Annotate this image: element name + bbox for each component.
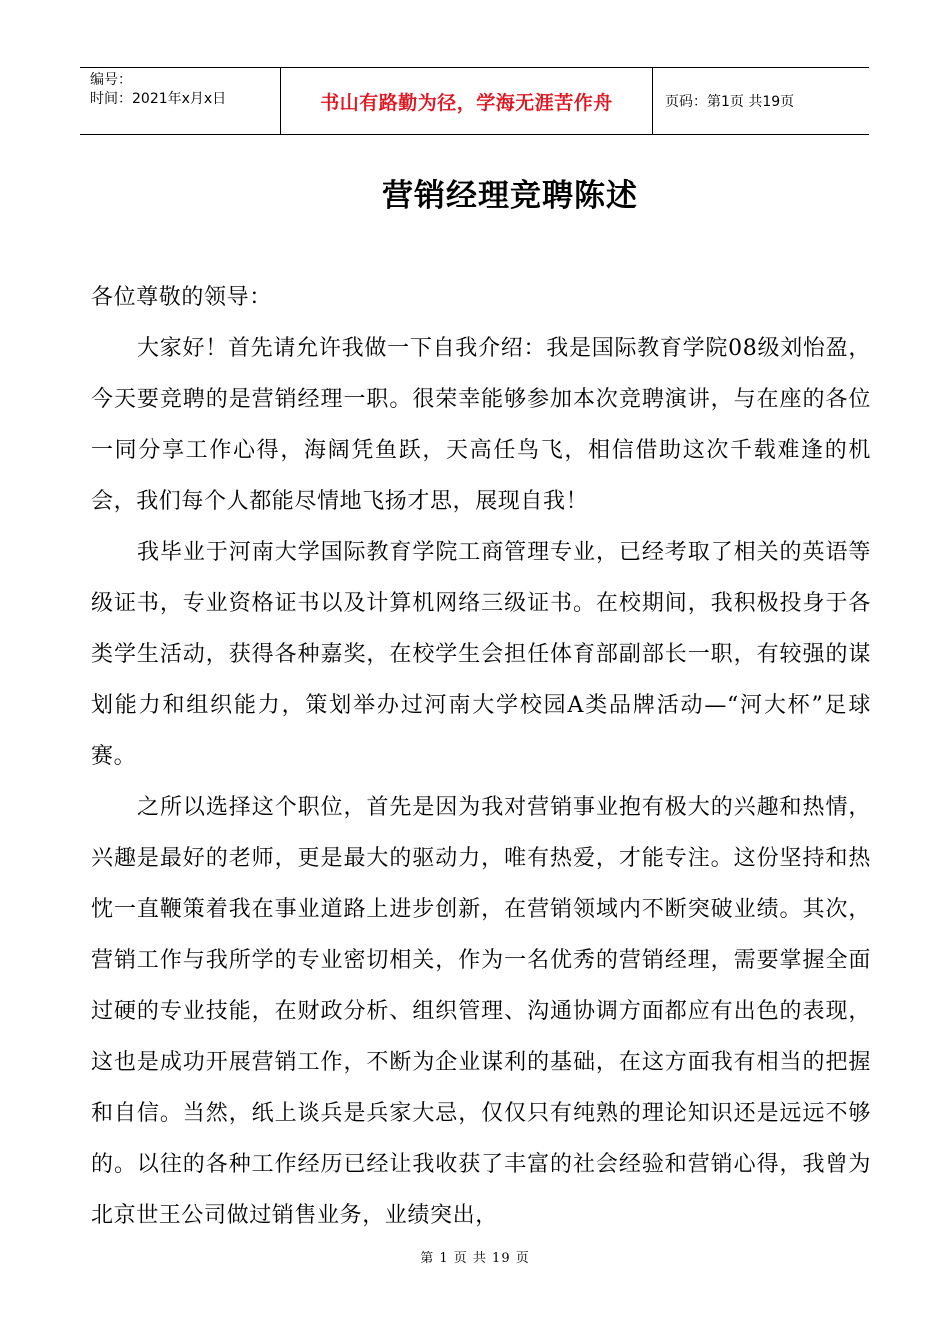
header-meta [80, 68, 280, 134]
document-body [91, 272, 871, 1241]
salutation: 各位尊敬的领导： [91, 285, 272, 310]
page-footer: 第 1 页 共 19 页 [420, 1251, 530, 1266]
header-page-info: 页码：第1页 共19页 [665, 94, 795, 110]
document-title: 营销经理竞聘陈述 [382, 178, 638, 214]
document-header [80, 67, 869, 135]
number-label: 编号： [90, 72, 132, 88]
paragraph: 我毕业于河南大学国际教育学院工商管理专业，已经考取了相关的英语等级证书，专业资格证书以及计算机网络三级证书。在校期间，我积极投身于各类学生活动，获得各种嘉奖，在校学生会担任体育部副部长一职，有较强的谋划能力和组织能力，策划举办过河南大学校园A类品牌活动—“河大杯”足球赛。 [91, 540, 871, 769]
paragraph: 之所以选择这个职位，首先是因为我对营销事业抱有极大的兴趣和热情，兴趣是最好的老师，更是最大的驱动力，唯有热爱，才能专注。这份坚持和热忱一直鞭策着我在事业道路上进步创新，在营销领域内不断突破业绩。其次，营销工作与我所学的专业密切相关，作为一名优秀的营销经理，需要掌握全面过硬的专业技能，在财政分析、组织管理、沟通协调方面都应有出色的表现，这也是成功开展营销工作，不断为企业谋利的基础，在这方面我有相当的把握和自信。当然，纸上谈兵是兵家大忌，仅仅只有纯熟的理论知识还是远远不够的。以往的各种工作经历已经让我收获了丰富的社会经验和营销心得，我曾为北京世王公司做过销售业务，业绩突出， [91, 795, 871, 1228]
time-label: 时间：2021年x月x日 [90, 91, 227, 107]
header-motto: 书山有路勤为径，学海无涯苦作舟 [280, 68, 653, 134]
paragraph: 大家好！首先请允许我做一下自我介绍：我是国际教育学院08级刘怡盈，今天要竞聘的是营销经理一职。很荣幸能够参加本次竞聘演讲，与在座的各位一同分享工作心得，海阔凭鱼跃，天高任鸟飞，相信借助这次千载难逢的机会，我们每个人都能尽情地飞扬才思，展现自我！ [91, 336, 871, 514]
